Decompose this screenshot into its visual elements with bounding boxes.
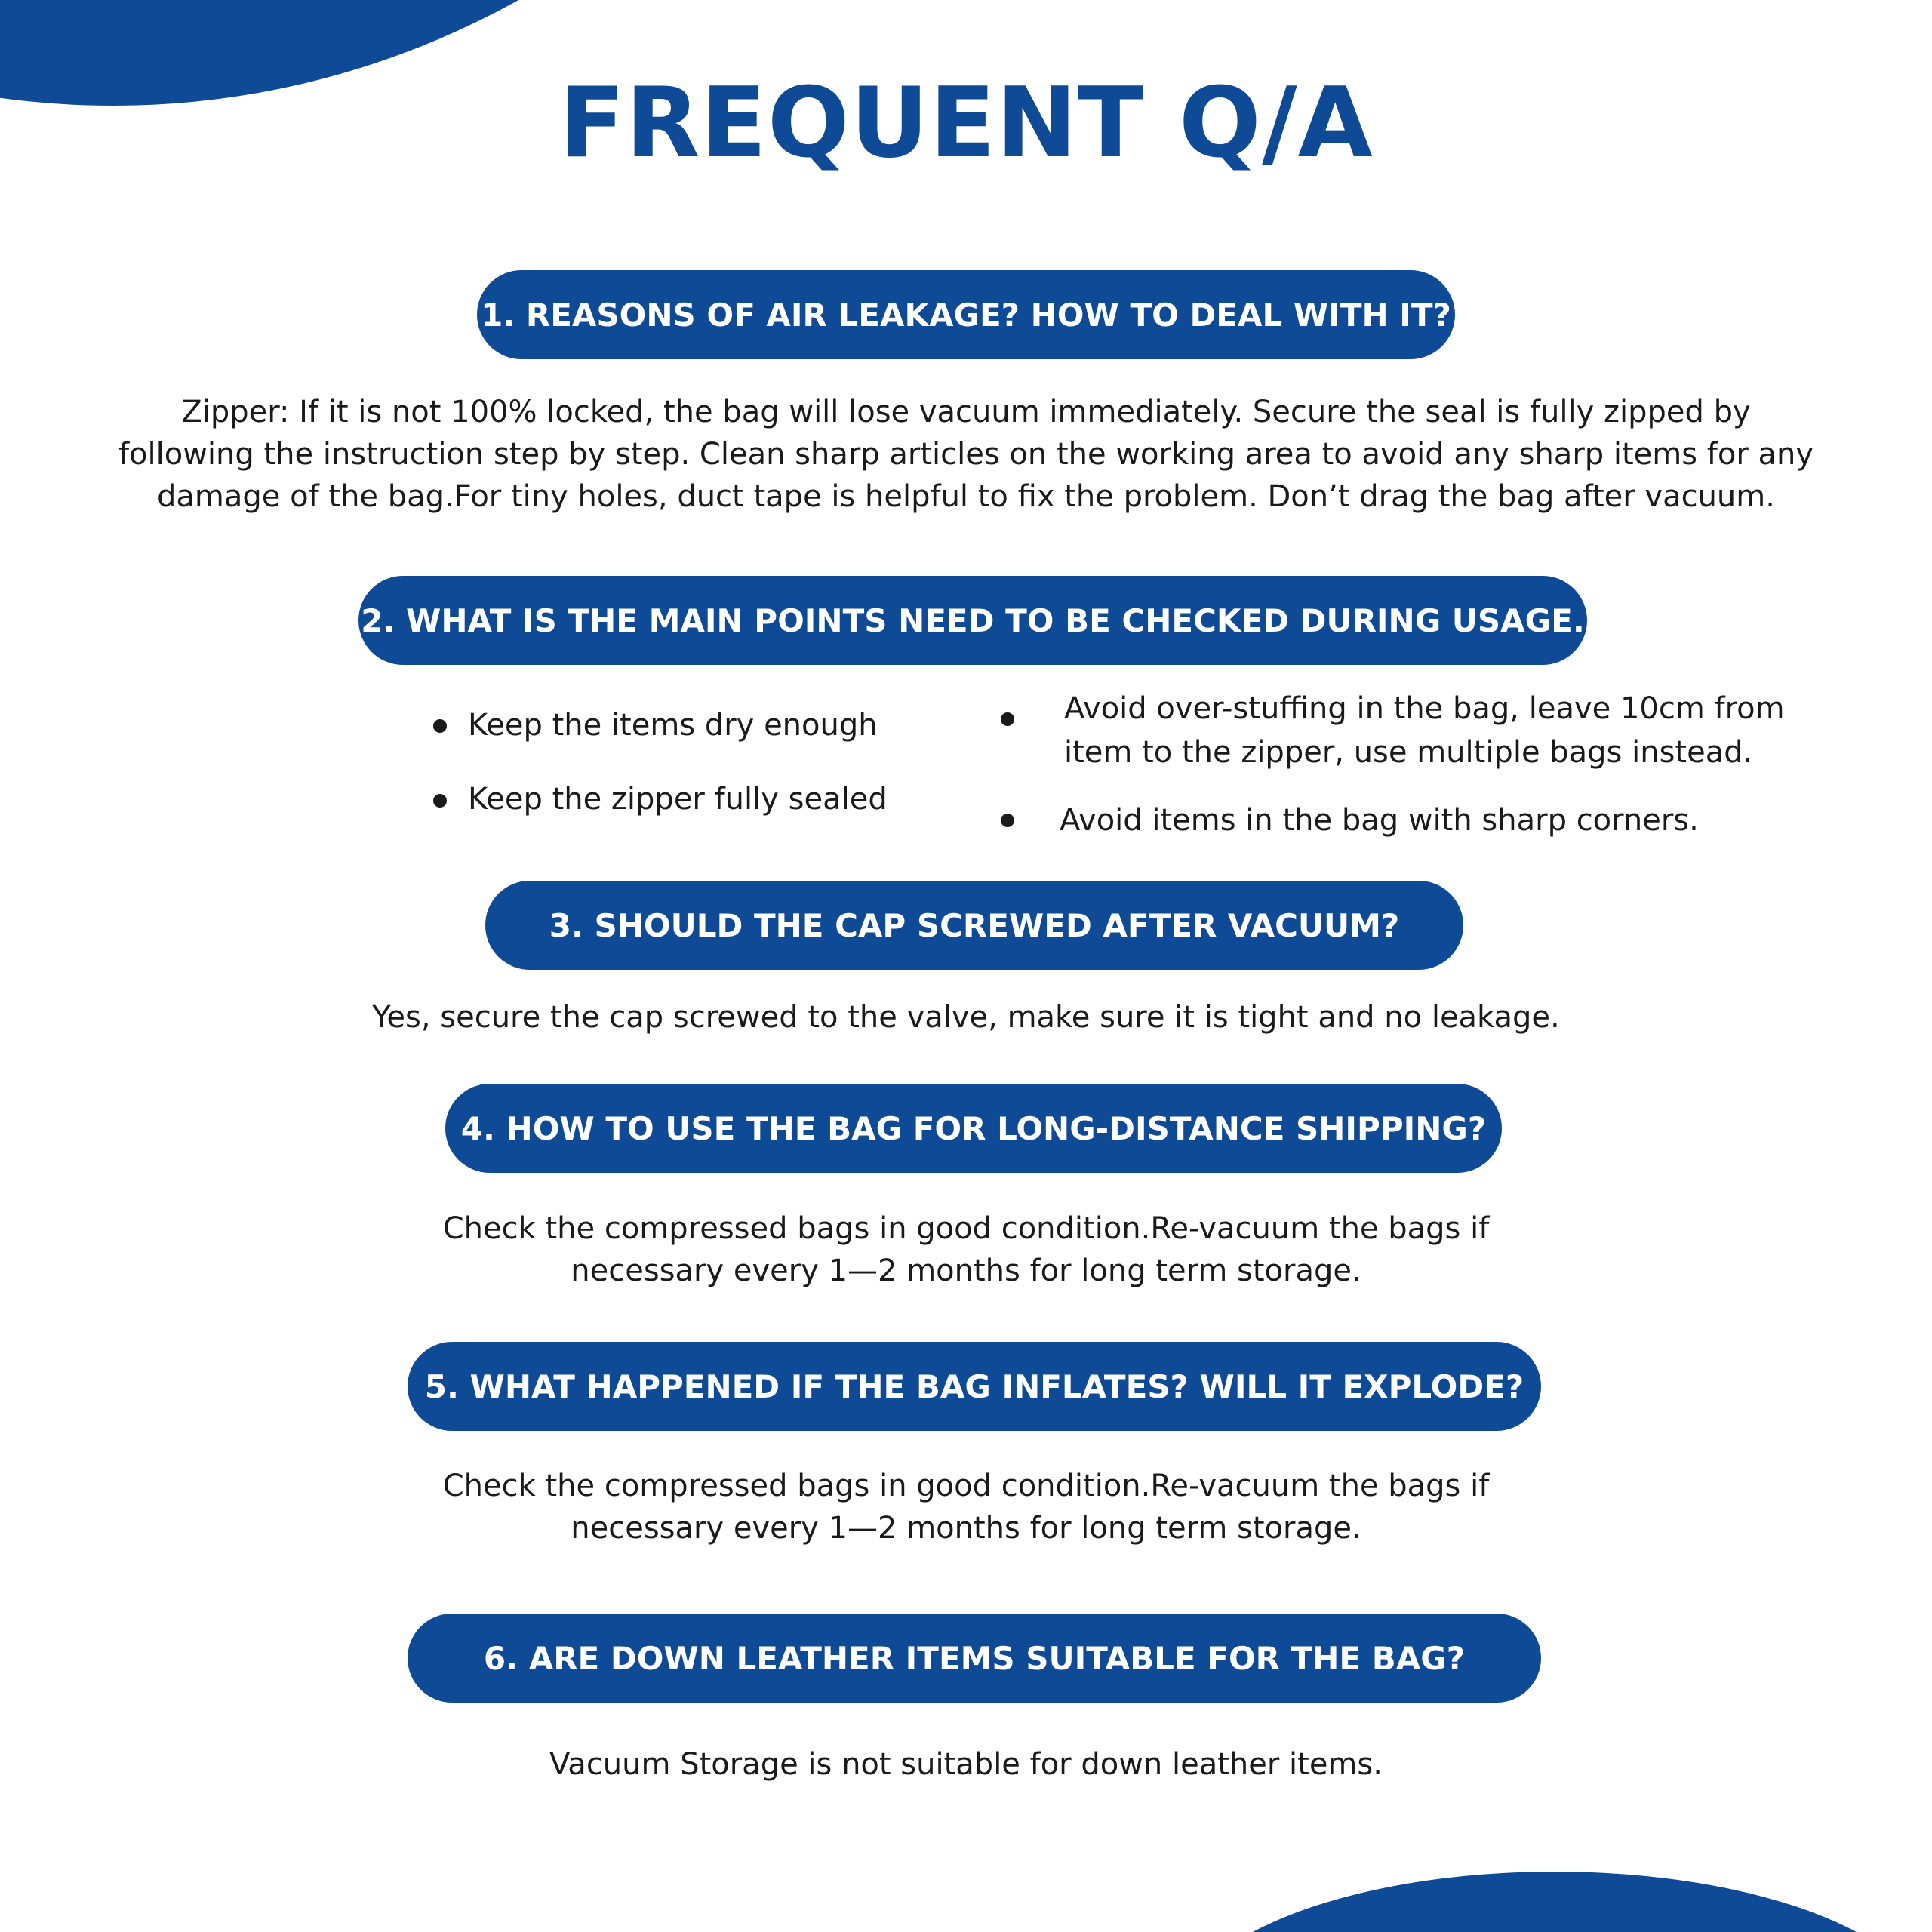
bullet-right-1: [1064, 687, 1785, 774]
answer-1: [0, 391, 1932, 518]
bullet-right-2: Avoid items in the bag with sharp corners.: [1060, 803, 1699, 838]
answer-4-line-1: Check the compressed bags in good condition.Re-vacuum the bags if: [442, 1211, 1490, 1246]
answer-1-line-3: damage of the bag.For tiny holes, duct tape is helpful to fix the problem. Don’t drag the bag after vacuum.: [157, 479, 1775, 514]
answer-1-line-1: Zipper: If it is not 100% locked, the bag will lose vacuum immediately. Secure the seal is fully zipped by: [181, 395, 1751, 429]
answer-4-line-2: necessary every 1—2 months for long term storage.: [571, 1254, 1361, 1288]
answer-1-line-2: following the instruction step by step. Clean sharp articles on the working area to avoid any sharp items for any: [118, 437, 1814, 472]
question-5-heading: 5. WHAT HAPPENED IF THE BAG INFLATES? WILL IT EXPLODE?: [408, 1342, 1541, 1431]
answer-3-line-1: Yes, secure the cap screwed to the valve, make sure it is tight and no leakage.: [372, 1000, 1560, 1035]
bullet-dot-right-1: [1001, 712, 1014, 726]
bullet-right-1-line-2: item to the zipper, use multiple bags instead.: [1064, 735, 1753, 770]
answer-6: [0, 1743, 1932, 1786]
question-2-heading: 2. WHAT IS THE MAIN POINTS NEED TO BE CHECKED DURING USAGE.: [358, 576, 1587, 665]
decorative-bottom-right-circle: [1177, 1872, 1932, 1932]
question-3-heading: 3. SHOULD THE CAP SCREWED AFTER VACUUM?: [485, 881, 1463, 970]
question-1-heading: 1. REASONS OF AIR LEAKAGE? HOW TO DEAL WITH IT?: [477, 270, 1455, 359]
page-title: FREQUENT Q/A: [558, 67, 1374, 180]
bullet-left-2: Keep the zipper fully sealed: [468, 782, 888, 817]
question-4-heading: 4. HOW TO USE THE BAG FOR LONG-DISTANCE SHIPPING?: [445, 1084, 1502, 1173]
bullet-right-1-line-1: Avoid over-stuffing in the bag, leave 10cm from: [1064, 691, 1785, 726]
bullet-left-1: Keep the items dry enough: [468, 708, 878, 743]
bullet-dot-right-2: [1001, 814, 1014, 827]
answer-5-line-1: Check the compressed bags in good condition.Re-vacuum the bags if: [442, 1469, 1490, 1503]
answer-6-line-1: Vacuum Storage is not suitable for down leather items.: [549, 1747, 1383, 1782]
bullet-dot-left-2: [433, 794, 447, 808]
bullet-dot-left-1: [433, 719, 447, 733]
answer-5: [0, 1465, 1932, 1549]
answer-5-line-2: necessary every 1—2 months for long term storage.: [571, 1511, 1361, 1546]
answer-4: [0, 1208, 1932, 1292]
question-6-heading: 6. ARE DOWN LEATHER ITEMS SUITABLE FOR THE BAG?: [408, 1614, 1541, 1703]
answer-3: [0, 996, 1932, 1038]
